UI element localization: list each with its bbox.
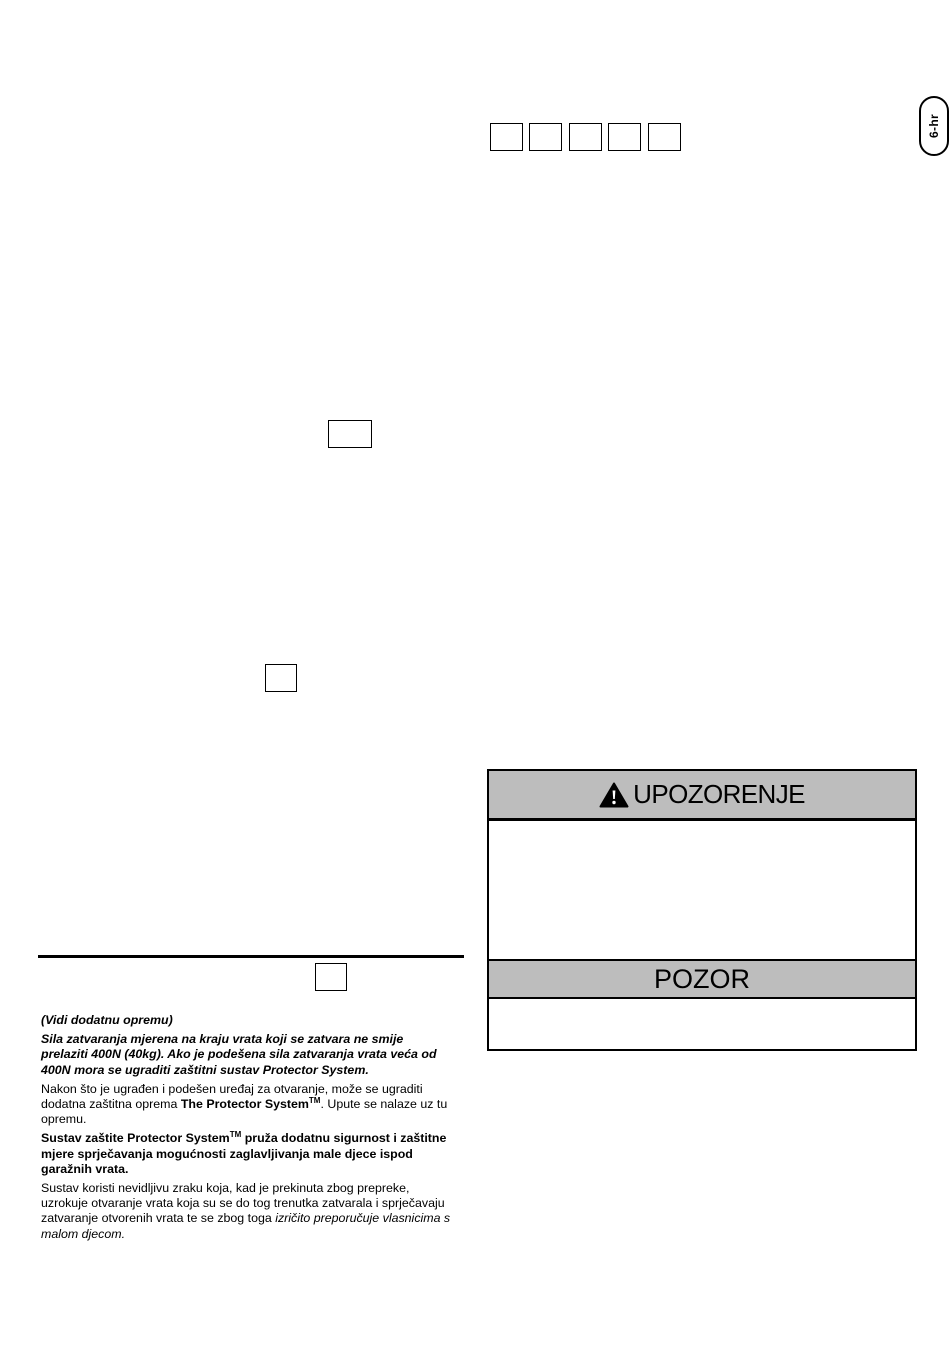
beam-paragraph xyxy=(41,1181,451,1242)
installation-paragraph xyxy=(41,1082,451,1128)
warning-panel xyxy=(487,769,917,1051)
page-number: 6-hr xyxy=(927,114,941,138)
beam-recommendation: izričito preporučuje vlasnicima s malom djecom. xyxy=(41,1211,451,1241)
accessory-reference: (Vidi dodatnu opremu) xyxy=(41,1013,173,1027)
trademark-mark: TM xyxy=(229,1130,242,1140)
warning-triangle-icon xyxy=(599,782,629,808)
reference-box-5 xyxy=(648,123,681,151)
reference-box-6 xyxy=(328,420,372,448)
protection-text-start: Sustav zaštite Protector System xyxy=(41,1131,230,1146)
reference-box-4 xyxy=(608,123,641,151)
protector-system-name: The Protector System xyxy=(180,1097,309,1112)
reference-box-2 xyxy=(529,123,562,151)
installation-text-end: . Upute se nalaze uz tu opremu. xyxy=(41,1097,448,1127)
section-divider xyxy=(38,955,464,958)
warning-header xyxy=(489,771,915,821)
warning-body xyxy=(489,821,915,959)
force-limit-paragraph: Sila zatvaranja mjerena na kraju vrata koji se zatvara ne smije prelaziti 400N (40kg). Ako je podešena sila zatvaranja vrata veća od 400N mora se ugraditi zaštitni sustav Protector System. xyxy=(41,1032,437,1077)
reference-box-3 xyxy=(569,123,602,151)
beam-text: Sustav koristi nevidljivu zraku koja, kad je prekinuta zbog prepreke, uzrokuje otvaranje vrata koja su se do tog trenutka zatvarala i sprječavaju zatvaranje otvorenih vrata te se zbog toga xyxy=(41,1181,445,1226)
reference-box-1 xyxy=(490,123,523,151)
trademark-mark: TM xyxy=(308,1096,321,1106)
installation-text-start: Nakon što je ugrađen i podešen uređaj za otvaranje, može se ugraditi dodatna zaštitna oprema xyxy=(41,1081,423,1112)
reference-box-7 xyxy=(265,664,297,692)
reference-box-8 xyxy=(315,963,347,991)
page-number-tab xyxy=(919,96,949,156)
caution-title: POZOR xyxy=(653,963,750,994)
protection-text-end: pruža dodatnu sigurnost i zaštitne mjere sprječavanja mogućnosti zaglavljivanja male djece ispod garažnih vrata. xyxy=(41,1131,447,1176)
caution-body xyxy=(489,999,915,1049)
protection-paragraph xyxy=(41,1131,451,1177)
warning-title: UPOZORENJE xyxy=(633,779,805,809)
accessory-section xyxy=(41,1013,451,1246)
caution-header xyxy=(489,959,915,999)
